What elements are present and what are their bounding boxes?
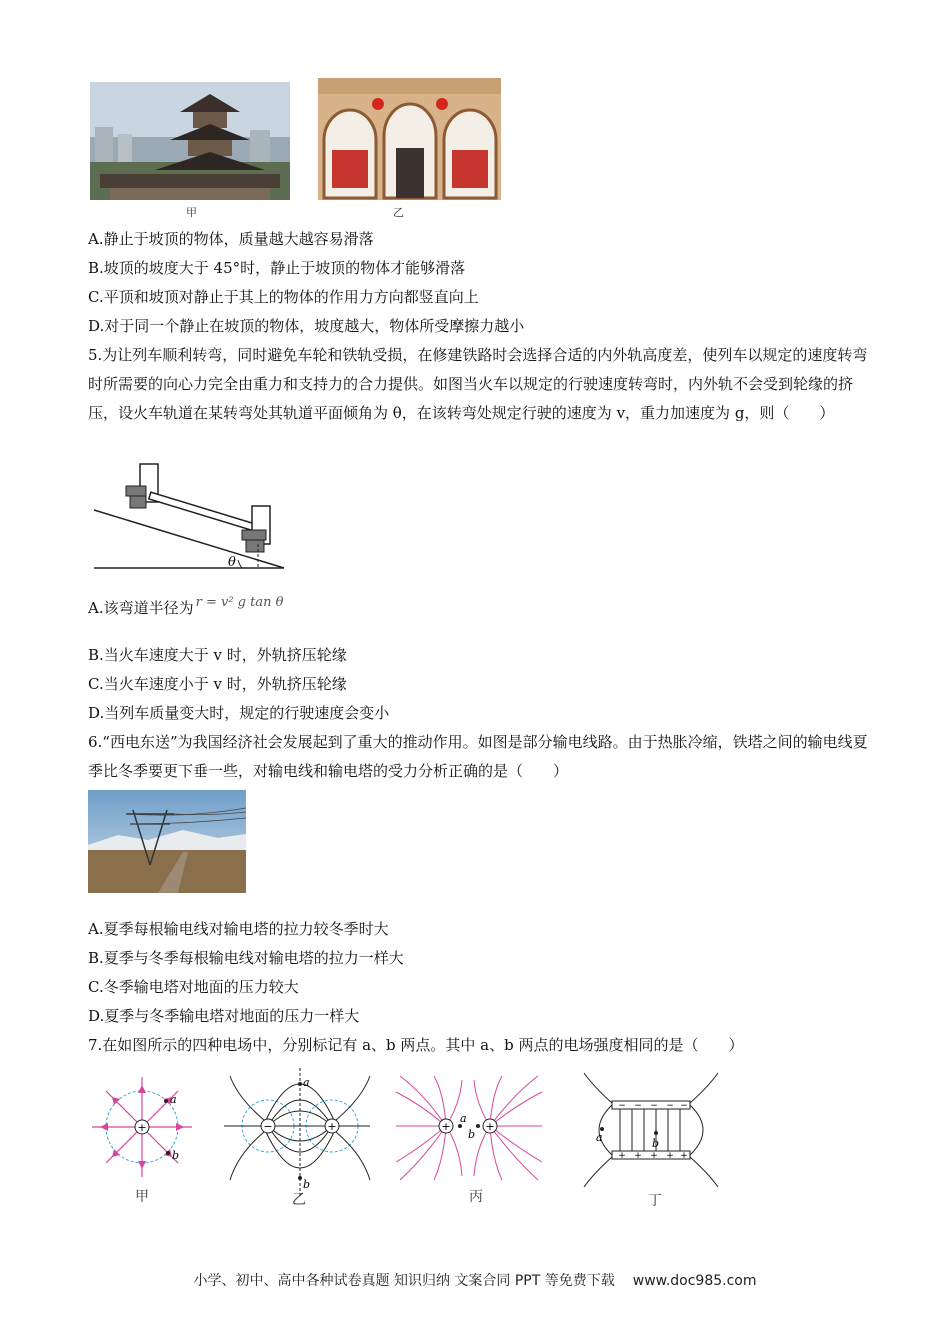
point-a-label: a (596, 1131, 603, 1144)
q6-stem: 6.“西电东送”为我国经济社会发展起到了重大的推动作用。如图是部分输电线路。由于热胀冷缩，铁塔之间的输电线夏季比冬季要更下垂一些，对输电线和输电塔的受力分析正确的是（ ） (88, 733, 868, 780)
q6-option-d: D.夏季与冬季输电塔对地面的压力一样大 (88, 1007, 360, 1025)
footer-text: 小学、初中、高中各种试卷真题 知识归纳 文案合同 PPT 等免费下载 (193, 1273, 615, 1289)
minus-charge-label: − (650, 1101, 658, 1111)
radius-formula: r = v² g tan θ (195, 595, 284, 610)
field-caption-1: 甲 (135, 1189, 149, 1205)
q7-stem: 7.在如图所示的四种电场中，分别标记有 a、b 两点。其中 a、b 两点的电场强度相同的是（ ） (88, 1036, 744, 1054)
point-a-label: a (460, 1112, 467, 1125)
plus-charge-label: + (485, 1120, 495, 1133)
plus-charge-label: + (666, 1151, 674, 1161)
footer (0, 1270, 950, 1290)
cave-dwelling-photo (318, 78, 501, 200)
q6-option-a: A.夏季每根输电线对输电塔的拉力较冬季时大 (88, 920, 389, 938)
q5-option-d: D.当列车质量变大时，规定的行驶速度会变小 (88, 704, 390, 722)
plus-charge-label: + (650, 1151, 658, 1161)
q6-option-c: C.冬季输电塔对地面的压力较大 (88, 978, 299, 996)
minus-charge-label: − (263, 1120, 273, 1133)
footer-url[interactable]: www.doc985.com (632, 1273, 757, 1289)
plus-charge-label: + (618, 1151, 626, 1161)
point-a-label: a (303, 1076, 310, 1089)
minus-charge-label: − (634, 1101, 642, 1111)
plus-charge-label: + (441, 1120, 451, 1133)
q4-option-a: A.静止于坡顶的物体，质量越大越容易滑落 (88, 230, 374, 248)
plus-charge-label: + (680, 1151, 688, 1161)
pavilion-photo (90, 82, 290, 200)
q5-option-a-prefix: A.该弯道半径为 (88, 599, 194, 617)
q5-option-b: B.当火车速度大于 v 时，外轨挤压轮缘 (88, 646, 347, 664)
field-caption-3: 丙 (469, 1189, 483, 1205)
point-b-label: b (172, 1149, 180, 1162)
point-b-label: b (652, 1137, 660, 1150)
plus-charge-label: + (137, 1121, 147, 1134)
power-line-photo (88, 790, 246, 893)
q5-option-c: C.当火车速度小于 v 时，外轨挤压轮缘 (88, 675, 347, 693)
minus-charge-label: − (666, 1101, 674, 1111)
point-a-label: a (170, 1093, 177, 1106)
point-b-label: b (303, 1178, 311, 1191)
photo-caption-left: 甲 (186, 206, 197, 219)
photo-caption-right: 乙 (393, 206, 404, 219)
q4-option-c: C.平顶和坡顶对静止于其上的物体的作用力方向都竖直向上 (88, 288, 479, 306)
q5-option-a (88, 595, 284, 620)
field-caption-2: 乙 (292, 1192, 306, 1208)
q5-stem: 5.为让列车顺利转弯，同时避免车轮和铁轨受损，在修建铁路时会选择合适的内外轨高度差，使列车以规定的速度转弯时所需要的向心力完全由重力和支持力的合力提供。如图当火车以规定的行驶速度转弯时，内外轨不会受到轮缘的挤压，设火车轨道在某转弯处其轨道平面倾角为 θ，在该转弯处规定行驶的速度为 v，重力加速度为 g，则（ ） (88, 346, 868, 422)
field-caption-4: 丁 (648, 1193, 662, 1209)
minus-charge-label: − (618, 1101, 626, 1111)
plus-charge-label: + (634, 1151, 642, 1161)
plus-charge-label: + (327, 1120, 337, 1133)
minus-charge-label: − (680, 1101, 688, 1111)
q4-option-d: D.对于同一个静止在坡顶的物体，坡度越大，物体所受摩擦力越小 (88, 317, 525, 335)
q6-option-b: B.夏季与冬季每根输电线对输电塔的拉力一样大 (88, 949, 404, 967)
point-b-label: b (468, 1128, 476, 1141)
field-parallel-plates-figure (580, 1071, 720, 1191)
field-dipole-figure (222, 1068, 372, 1198)
q4-option-b: B.坡顶的坡度大于 45°时，静止于坡顶的物体才能够滑落 (88, 259, 466, 277)
field-like-charges-figure (394, 1074, 544, 1182)
field-point-charge-figure (90, 1075, 194, 1179)
theta-label: θ (228, 555, 236, 570)
train-on-banked-track-figure (92, 462, 287, 574)
